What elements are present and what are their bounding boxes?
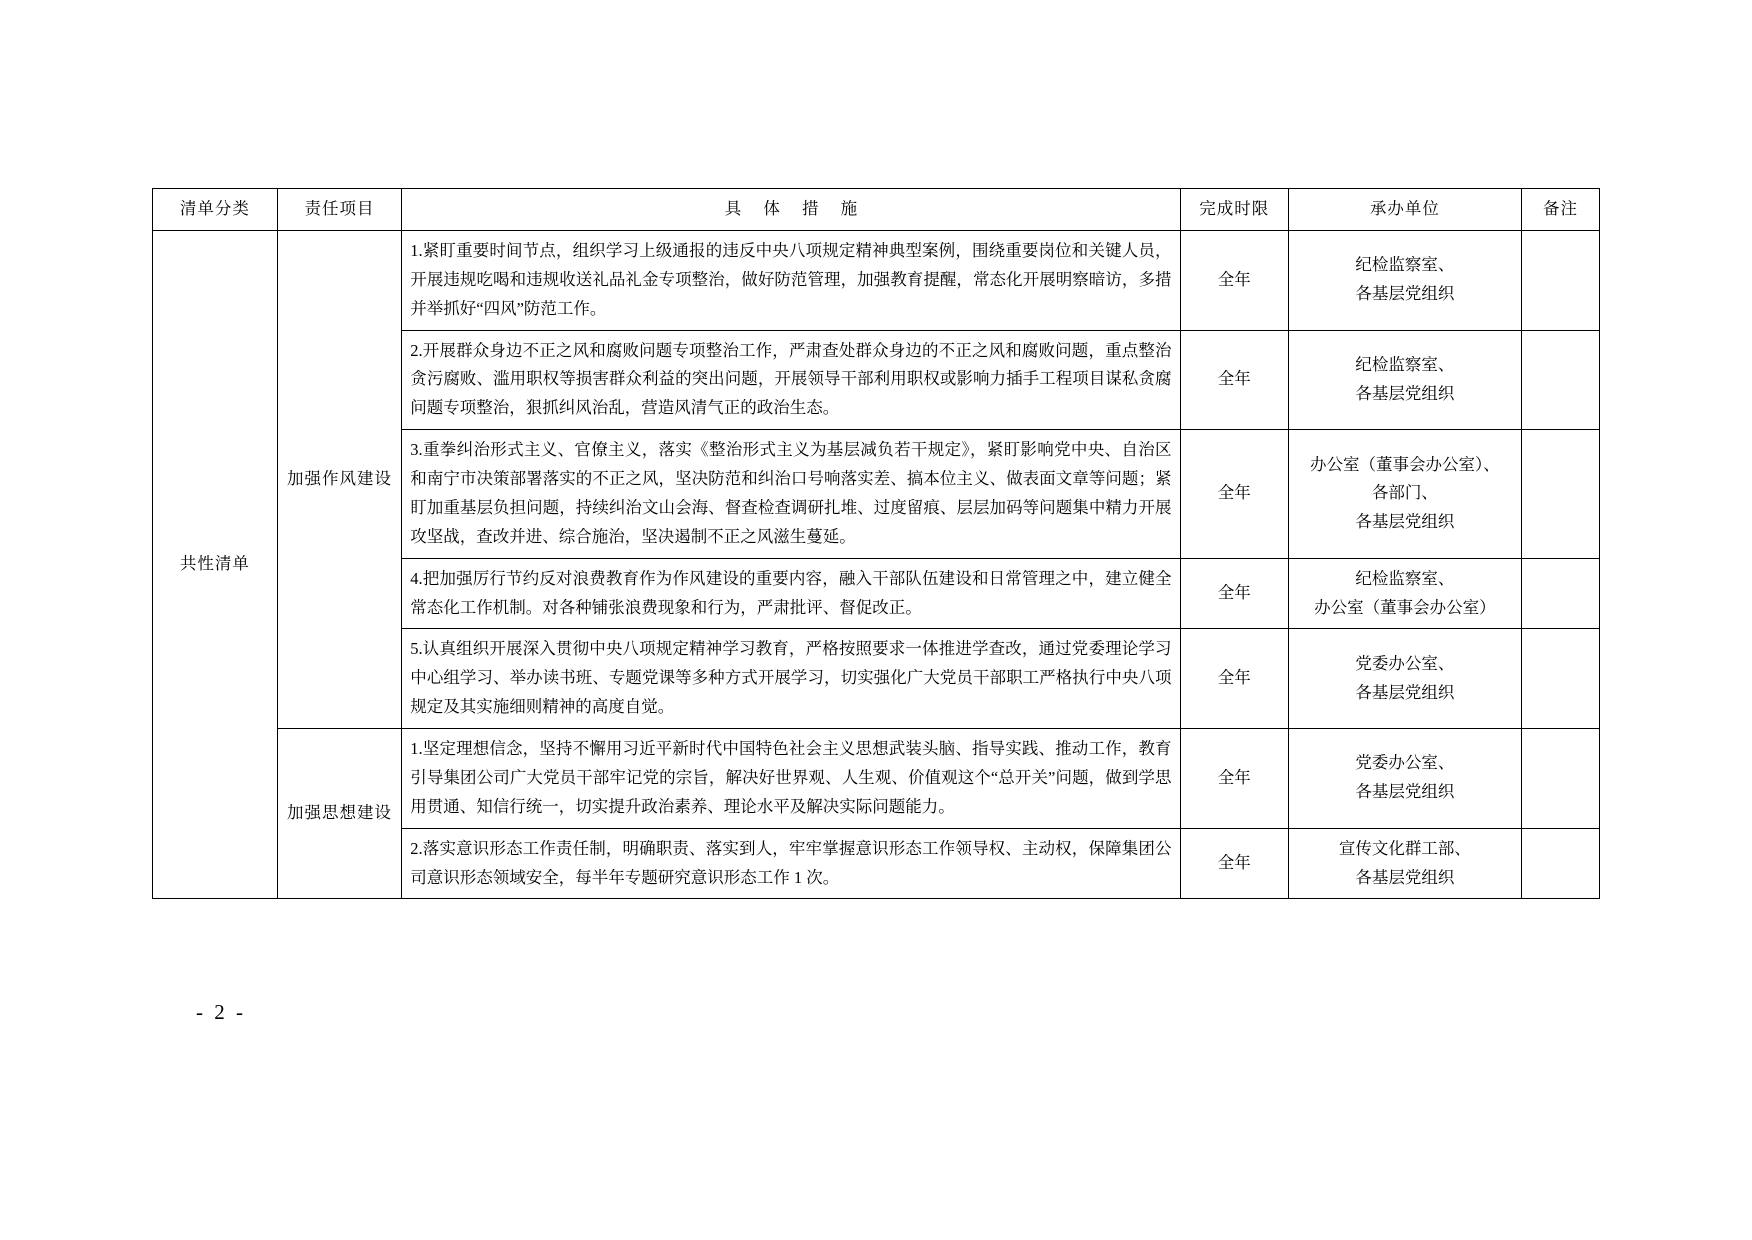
responsibility-item-cell: 加强作风建设 bbox=[277, 230, 402, 728]
remarks-cell bbox=[1521, 629, 1599, 729]
deadline-cell: 全年 bbox=[1180, 430, 1288, 559]
page-number: - 2 - bbox=[196, 1000, 246, 1024]
responsibility-list-table bbox=[152, 188, 1600, 899]
header-category: 清单分类 bbox=[153, 189, 278, 231]
remarks-cell bbox=[1521, 729, 1599, 829]
unit-cell bbox=[1288, 629, 1521, 729]
unit-line: 纪检监察室、 bbox=[1355, 568, 1455, 588]
header-remarks: 备注 bbox=[1521, 189, 1599, 231]
deadline-cell: 全年 bbox=[1180, 230, 1288, 330]
measure-cell: 4.把加强厉行节约反对浪费教育作为作风建设的重要内容，融入干部队伍建设和日常管理之中，建立健全常态化工作机制。对各种铺张浪费现象和行为，严肃批评、督促改正。 bbox=[402, 558, 1180, 629]
unit-line: 各基层党组织 bbox=[1355, 284, 1455, 304]
unit-line: 党委办公室、 bbox=[1355, 753, 1455, 773]
table-row bbox=[153, 729, 1600, 829]
header-unit: 承办单位 bbox=[1288, 189, 1521, 231]
measure-cell: 5.认真组织开展深入贯彻中央八项规定精神学习教育，严格按照要求一体推进学查改，通过党委理论学习中心组学习、举办读书班、专题党课等多种方式开展学习，切实强化广大党员干部职工严格执行中央八项规定及其实施细则精神的高度自觉。 bbox=[402, 629, 1180, 729]
deadline-cell: 全年 bbox=[1180, 558, 1288, 629]
measure-cell: 3.重拳纠治形式主义、官僚主义，落实《整治形式主义为基层减负若干规定》，紧盯影响党中央、自治区和南宁市决策部署落实的不正之风，坚决防范和纠治口号响落实差、搞本位主义、做表面文章等问题；紧盯加重基层负担问题，持续纠治文山会海、督查检查调研扎堆、过度留痕、层层加码等问题集中精力开展攻坚战，查改并进、综合施治，坚决遏制不正之风滋生蔓延。 bbox=[402, 430, 1180, 559]
unit-cell bbox=[1288, 330, 1521, 430]
unit-line: 党委办公室、 bbox=[1355, 653, 1455, 673]
unit-line: 各基层党组织 bbox=[1355, 782, 1455, 802]
table-header-row bbox=[153, 189, 1600, 231]
unit-line: 各基层党组织 bbox=[1355, 512, 1455, 532]
measure-cell: 1.紧盯重要时间节点，组织学习上级通报的违反中央八项规定精神典型案例，围绕重要岗位和关键人员，开展违规吃喝和违规收送礼品礼金专项整治，做好防范管理，加强教育提醒，常态化开展明察暗访，多措并举抓好“四风”防范工作。 bbox=[402, 230, 1180, 330]
measure-cell: 2.开展群众身边不正之风和腐败问题专项整治工作，严肃查处群众身边的不正之风和腐败问题，重点整治贪污腐败、滥用职权等损害群众利益的突出问题，开展领导干部利用职权或影响力插手工程项目谋私贪腐问题专项整治，狠抓纠风治乱，营造风清气正的政治生态。 bbox=[402, 330, 1180, 430]
unit-line: 办公室（董事会办公室） bbox=[1314, 597, 1496, 617]
deadline-cell: 全年 bbox=[1180, 828, 1288, 899]
deadline-cell: 全年 bbox=[1180, 629, 1288, 729]
unit-cell bbox=[1288, 430, 1521, 559]
remarks-cell bbox=[1521, 430, 1599, 559]
unit-line: 办公室（董事会办公室）、 bbox=[1310, 454, 1500, 474]
unit-line: 纪检监察室、 bbox=[1355, 354, 1455, 374]
remarks-cell bbox=[1521, 828, 1599, 899]
unit-line: 各基层党组织 bbox=[1355, 867, 1455, 887]
header-deadline: 完成时限 bbox=[1180, 189, 1288, 231]
unit-line: 各基层党组织 bbox=[1355, 682, 1455, 702]
remarks-cell bbox=[1521, 230, 1599, 330]
deadline-cell: 全年 bbox=[1180, 330, 1288, 430]
unit-line: 各基层党组织 bbox=[1355, 383, 1455, 403]
unit-cell bbox=[1288, 230, 1521, 330]
responsibility-item-cell: 加强思想建设 bbox=[277, 729, 402, 899]
unit-line: 宣传文化群工部、 bbox=[1338, 838, 1471, 858]
unit-line: 各部门、 bbox=[1371, 483, 1438, 503]
unit-cell bbox=[1288, 828, 1521, 899]
remarks-cell bbox=[1521, 558, 1599, 629]
header-responsibility: 责任项目 bbox=[277, 189, 402, 231]
deadline-cell: 全年 bbox=[1180, 729, 1288, 829]
unit-cell bbox=[1288, 729, 1521, 829]
measure-cell: 1.坚定理想信念，坚持不懈用习近平新时代中国特色社会主义思想武装头脑、指导实践、推动工作，教育引导集团公司广大党员干部牢记党的宗旨，解决好世界观、人生观、价值观这个“总开关”问题，做到学思用贯通、知信行统一，切实提升政治素养、理论水平及解决实际问题能力。 bbox=[402, 729, 1180, 829]
measure-cell: 2.落实意识形态工作责任制，明确职责、落实到人，牢牢掌握意识形态工作领导权、主动权，保障集团公司意识形态领域安全，每半年专题研究意识形态工作 1 次。 bbox=[402, 828, 1180, 899]
category-cell: 共性清单 bbox=[153, 230, 278, 899]
unit-cell bbox=[1288, 558, 1521, 629]
unit-line: 纪检监察室、 bbox=[1355, 255, 1455, 275]
remarks-cell bbox=[1521, 330, 1599, 430]
header-measures: 具 体 措 施 bbox=[402, 189, 1180, 231]
table-row bbox=[153, 230, 1600, 330]
